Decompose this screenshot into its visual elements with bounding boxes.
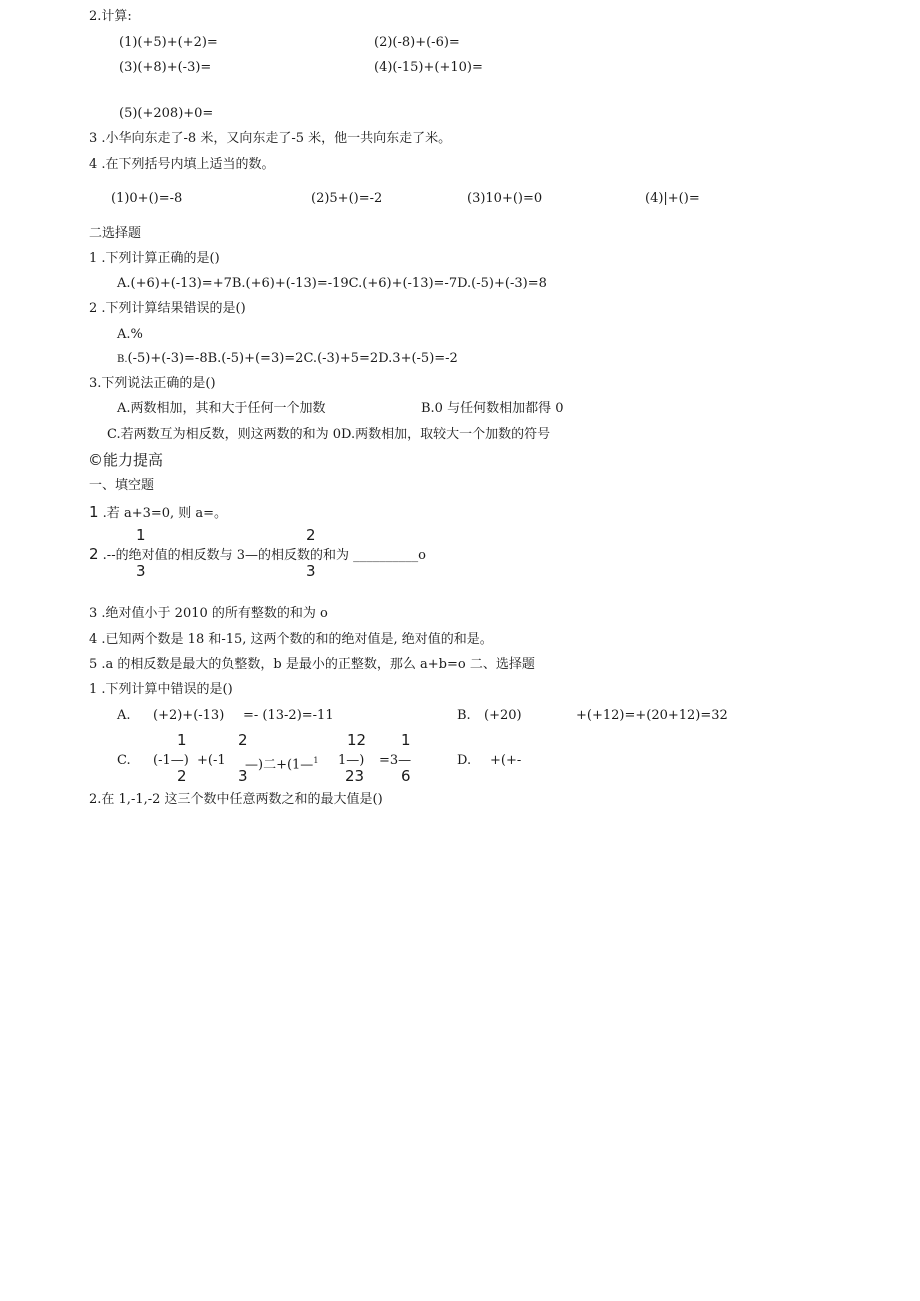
calc-item-5: (5)(+208)+0= (119, 106, 214, 121)
option-c-term-1: (-1—) (153, 753, 189, 768)
option-a-expression-result: =- (13-2)=-11 (243, 708, 334, 723)
option-b-expression: (+20) (484, 708, 522, 723)
calc-item-2: (2)(-8)+(-6)= (374, 35, 460, 50)
option-b-label: B. (457, 708, 471, 723)
option-c-term-2: +(-1 (197, 753, 226, 768)
option-c-result: =3— (379, 753, 412, 768)
section-heading-choice: 二选择题 (89, 226, 142, 241)
question-3: 3 .小华向东走了-8 米，又向东走了-5 米，他一共向东走了米。 (89, 131, 452, 146)
choice-question-3-option-b: B.0 与任何数相加都得 0 (421, 401, 564, 416)
option-c-label: C. (117, 753, 131, 768)
calc-item-4: (4)(-15)+(+10)= (374, 60, 483, 75)
choice-question-1: 1 .下列计算正确的是() (89, 251, 220, 266)
superscript: 1 (313, 756, 319, 765)
question-text: .--的绝对值的相反数与 3—的相反数的和为 __________o (98, 548, 426, 563)
option-a-expression: (+2)+(-13) (153, 708, 225, 723)
blank-item-3: (3)10+()=0 (467, 191, 543, 206)
choice-question-1-options: A.(+6)+(-13)=+7B.(+6)+(-13)=-19C.(+6)+(-13)=-7D.(-5)+(-3)=8 (117, 276, 547, 291)
blank-item-4: (4)|+()= (645, 191, 700, 206)
fraction-denominator: 6 (401, 767, 411, 785)
section-sub-fill: 一、填空题 (89, 478, 155, 493)
fraction-numerator: 1 (177, 731, 187, 749)
fraction-denominator: 3 (306, 562, 316, 580)
question-2-title: 2.计算: (89, 9, 132, 24)
fraction-denominator: 2 (177, 767, 187, 785)
choice-question-3: 3.下列说法正确的是() (89, 376, 216, 391)
calc-item-3: (3)(+8)+(-3)= (119, 60, 212, 75)
fraction-numerator: 1 (401, 731, 411, 749)
option-b-prefix: B. (117, 354, 128, 365)
term-text: —)二+(1— (245, 757, 314, 773)
ability-question-1 (89, 504, 227, 522)
ability-question-3: 3 .绝对值小于 2010 的所有整数的和为 o (89, 606, 328, 621)
option-text: (-5)+(-3)=-8B.(-5)+(=3)=2C.(-3)+5=2D.3+(-5)=-2 (127, 351, 458, 366)
choice-question-3-option-a: A.两数相加，其和大于任何一个加数 (117, 401, 326, 416)
blank-item-1: (1)0+()=-8 (111, 191, 183, 206)
section-title-ability: ©能力提高 (88, 451, 164, 469)
blank-item-2: (2)5+()=-2 (311, 191, 383, 206)
fraction-numerator: 1 (136, 526, 146, 544)
ability-choice-question-2: 2.在 1,-1,-2 这三个数中任意两数之和的最大值是() (89, 792, 383, 807)
option-a-label: A. (117, 708, 131, 723)
ability-choice-question-1: 1 .下列计算中错误的是() (89, 682, 233, 697)
fraction-numerator: 2 (238, 731, 248, 749)
question-number: 1 (89, 503, 99, 521)
fraction-numerator: 2 (306, 526, 316, 544)
option-d-expression: +(+- (490, 753, 522, 768)
choice-question-2-options (117, 351, 458, 368)
choice-question-2: 2 .下列计算结果错误的是() (89, 301, 246, 316)
option-c-term-4: 1—) (338, 753, 365, 768)
calc-item-1: (1)(+5)+(+2)= (119, 35, 218, 50)
option-d-label: D. (457, 753, 472, 768)
fraction-denominator: 3 (136, 562, 146, 580)
fraction-denominator: 3 (238, 767, 248, 785)
option-b-expression-result: +(+12)=+(20+12)=32 (576, 708, 728, 723)
fraction-numerator: 12 (347, 731, 367, 749)
question-4: 4 .在下列括号内填上适当的数。 (89, 157, 275, 172)
ability-question-5: 5 .a 的相反数是最大的负整数，b 是最小的正整数，那么 a+b=o 二、选择题 (89, 657, 535, 672)
choice-question-3-option-cd: C.若两数互为相反数，则这两数的和为 0D.两数相加，取较大一个加数的符号 (107, 427, 551, 442)
fraction-denominator: 23 (345, 767, 365, 785)
question-number: 2 (89, 545, 99, 563)
ability-question-4: 4 .已知两个数是 18 和-15, 这两个数的和的绝对值是, 绝对值的和是。 (89, 632, 493, 647)
option-c-term-3 (245, 753, 318, 773)
question-text: .若 a+3=0, 则 a=。 (98, 506, 228, 521)
choice-question-2-option-a: A.% (117, 327, 143, 342)
